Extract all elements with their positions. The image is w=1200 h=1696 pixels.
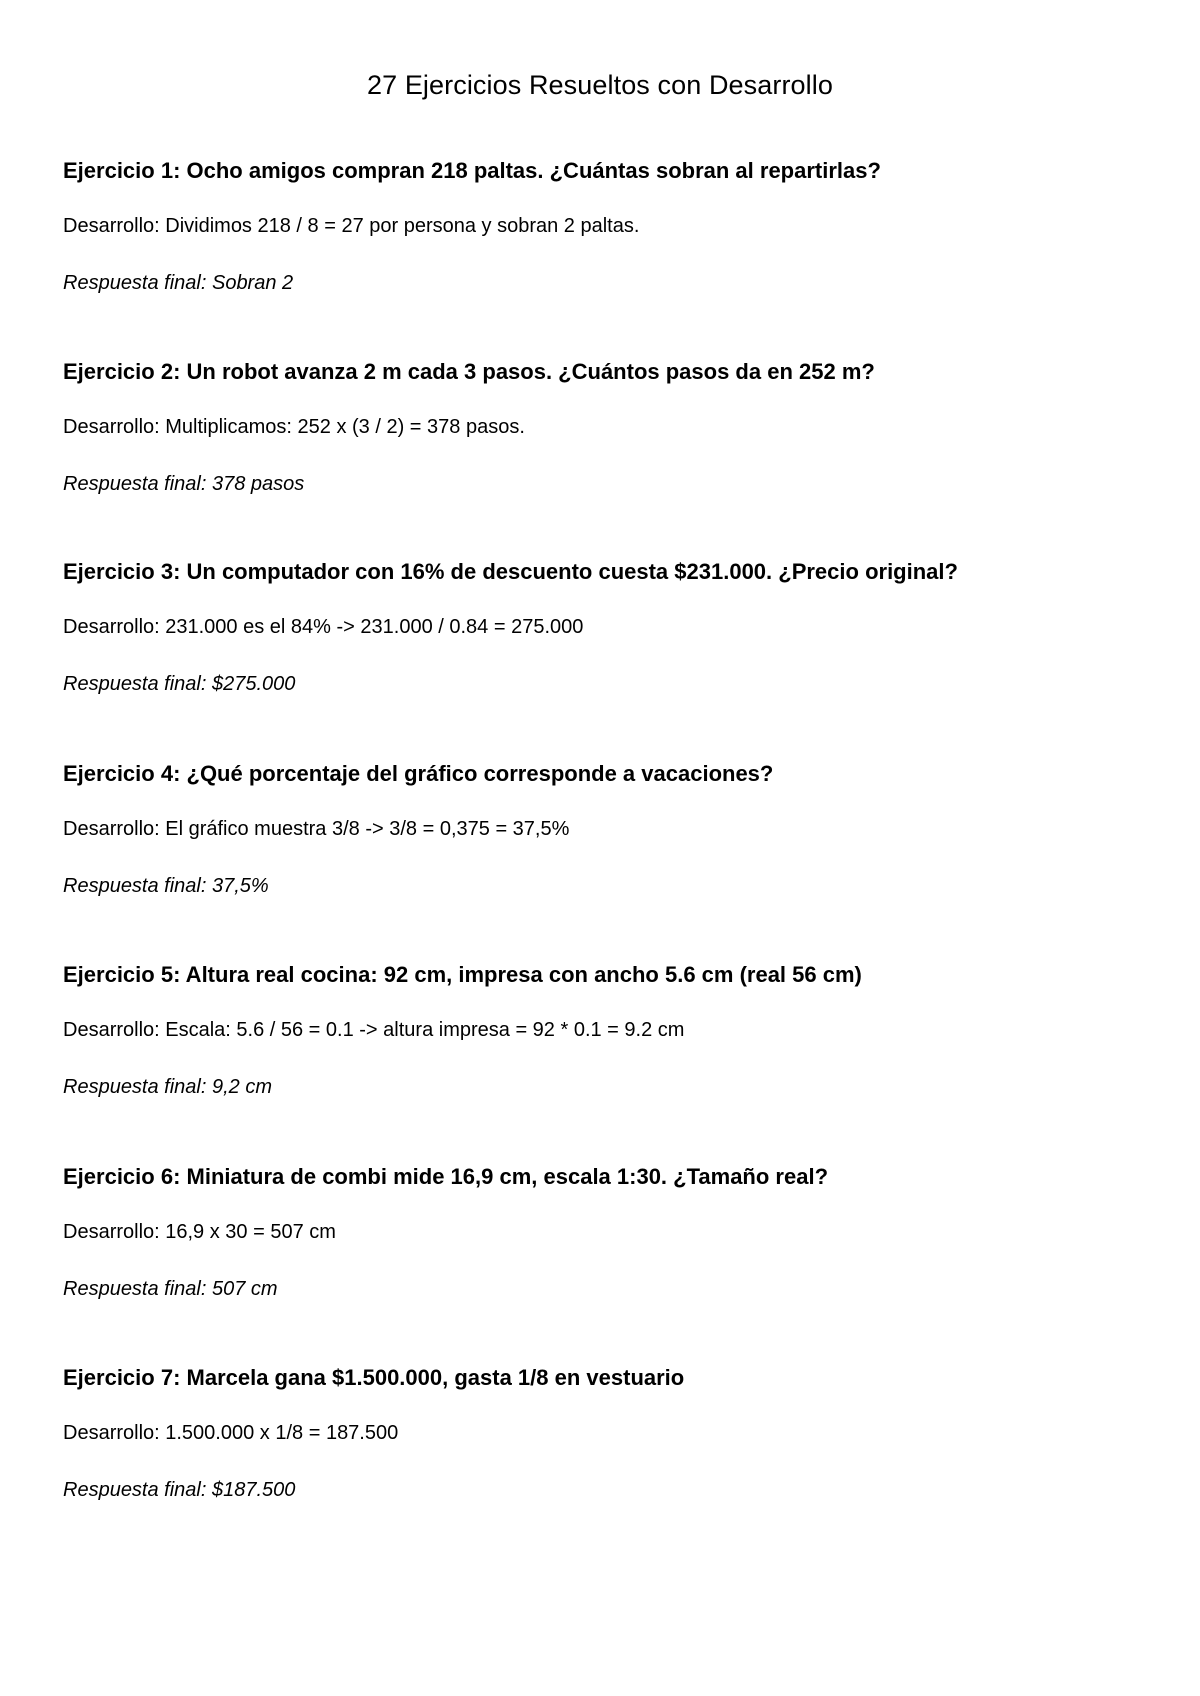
page-title: 27 Ejercicios Resueltos con Desarrollo [366, 70, 833, 100]
exercise-heading: Ejercicio 5: Altura real cocina: 92 cm, impresa con ancho 5.6 cm (real 56 cm) [63, 962, 862, 987]
exercise-heading: Ejercicio 1: Ocho amigos compran 218 paltas. ¿Cuántas sobran al repartirlas? [63, 158, 881, 183]
exercise-development: Desarrollo: Escala: 5.6 / 56 = 0.1 -> altura impresa = 92 * 0.1 = 9.2 cm [63, 1019, 685, 1041]
exercise-answer: Respuesta final: 378 pasos [63, 473, 305, 495]
exercise-answer: Respuesta final: $275.000 [63, 673, 296, 695]
exercise-heading: Ejercicio 6: Miniatura de combi mide 16,9 cm, escala 1:30. ¿Tamaño real? [63, 1164, 829, 1189]
exercise-development: Desarrollo: Dividimos 218 / 8 = 27 por persona y sobran 2 paltas. [63, 215, 640, 237]
exercise-answer: Respuesta final: 9,2 cm [63, 1076, 272, 1098]
exercise-1 [63, 156, 1143, 297]
exercise-development: Desarrollo: 1.500.000 x 1/8 = 187.500 [63, 1422, 399, 1444]
exercise-development: Desarrollo: 231.000 es el 84% -> 231.000 / 0.84 = 275.000 [63, 616, 584, 638]
exercise-3 [63, 557, 1143, 698]
exercise-answer: Respuesta final: Sobran 2 [63, 272, 294, 294]
exercise-5 [63, 960, 1143, 1101]
exercise-answer: Respuesta final: 37,5% [63, 875, 269, 897]
exercise-heading: Ejercicio 2: Un robot avanza 2 m cada 3 pasos. ¿Cuántos pasos da en 252 m? [63, 359, 875, 384]
exercise-heading: Ejercicio 7: Marcela gana $1.500.000, gasta 1/8 en vestuario [63, 1365, 685, 1390]
exercise-heading: Ejercicio 3: Un computador con 16% de descuento cuesta $231.000. ¿Precio original? [63, 559, 958, 584]
exercise-4 [63, 759, 1143, 900]
exercise-heading: Ejercicio 4: ¿Qué porcentaje del gráfico corresponde a vacaciones? [63, 761, 774, 786]
exercise-development: Desarrollo: 16,9 x 30 = 507 cm [63, 1221, 336, 1243]
exercise-answer: Respuesta final: $187.500 [63, 1479, 296, 1501]
exercise-development: Desarrollo: El gráfico muestra 3/8 -> 3/8 = 0,375 = 37,5% [63, 818, 570, 840]
exercise-development: Desarrollo: Multiplicamos: 252 x (3 / 2) = 378 pasos. [63, 416, 525, 438]
exercise-answer: Respuesta final: 507 cm [63, 1278, 278, 1300]
exercise-7 [63, 1363, 1143, 1504]
exercise-6 [63, 1162, 1143, 1303]
exercise-2 [63, 357, 1143, 498]
